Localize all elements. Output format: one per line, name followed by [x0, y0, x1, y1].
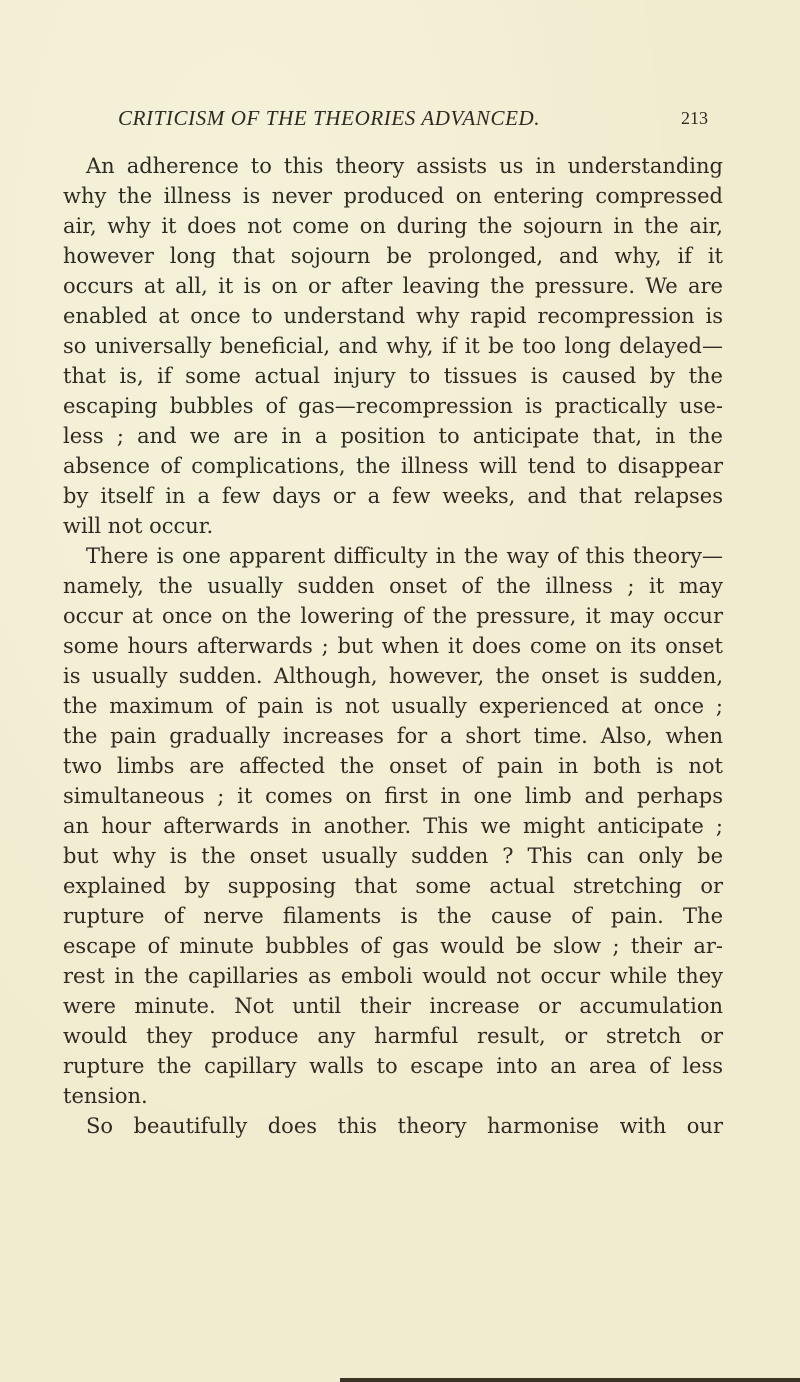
- text-line: is usually sudden. Although, however, the onset is sudden,: [63, 664, 723, 688]
- text-line: were minute. Not until their increase or accumulation: [63, 994, 723, 1018]
- text-line: enabled at once to understand why rapid recompression is: [63, 304, 723, 328]
- text-line: so universally beneficial, and why, if it be too long delayed—: [63, 334, 723, 358]
- text-line: however long that sojourn be prolonged, and why, if it: [63, 244, 723, 268]
- text-line: by itself in a few days or a few weeks, and that relapses: [63, 484, 723, 508]
- text-line: rupture the capillary walls to escape into an area of less: [63, 1054, 723, 1078]
- text-line: why the illness is never produced on entering compressed: [63, 184, 723, 208]
- text-line: namely, the usually sudden onset of the illness ; it may: [63, 574, 723, 598]
- text-line: rest in the capillaries as emboli would not occur while they: [63, 964, 723, 988]
- text-line: will not occur.: [63, 514, 214, 538]
- page-edge-shadow: [340, 1378, 800, 1382]
- body-text: [63, 151, 723, 1141]
- text-line: an hour afterwards in another. This we might anticipate ;: [63, 814, 723, 838]
- text-line: the pain gradually increases for a short time. Also, when: [63, 724, 723, 748]
- text-line: simultaneous ; it comes on first in one limb and perhaps: [63, 784, 723, 808]
- text-line: explained by supposing that some actual stretching or: [63, 874, 723, 898]
- text-line: that is, if some actual injury to tissues is caused by the: [63, 364, 723, 388]
- text-line: the maximum of pain is not usually experienced at once ;: [63, 694, 723, 718]
- text-line: So beautifully does this theory harmonise with our: [86, 1114, 723, 1138]
- text-line: escaping bubbles of gas—recompression is practically use-: [63, 394, 723, 418]
- text-line: There is one apparent difficulty in the way of this theory—: [86, 544, 723, 568]
- text-line: occurs at all, it is on or after leaving the pressure. We are: [63, 274, 723, 298]
- text-line: occur at once on the lowering of the pressure, it may occur: [63, 604, 723, 628]
- text-line: but why is the onset usually sudden ? This can only be: [63, 844, 723, 868]
- running-head: [118, 106, 708, 136]
- text-line: less ; and we are in a position to anticipate that, in the: [63, 424, 723, 448]
- text-line: two limbs are affected the onset of pain in both is not: [63, 754, 723, 778]
- text-line: rupture of nerve filaments is the cause of pain. The: [63, 904, 723, 928]
- text-line: would they produce any harmful result, or stretch or: [63, 1024, 723, 1048]
- text-line: some hours afterwards ; but when it does come on its onset: [63, 634, 723, 658]
- text-line: tension.: [63, 1084, 148, 1108]
- running-title: CRITICISM OF THE THEORIES ADVANCED.: [118, 106, 541, 130]
- page-number: 213: [681, 108, 708, 128]
- text-line: air, why it does not come on during the sojourn in the air,: [63, 214, 723, 238]
- text-line: absence of complications, the illness will tend to disappear: [63, 454, 723, 478]
- text-line: An adherence to this theory assists us in understanding: [86, 154, 723, 178]
- text-line: escape of minute bubbles of gas would be slow ; their ar-: [63, 934, 723, 958]
